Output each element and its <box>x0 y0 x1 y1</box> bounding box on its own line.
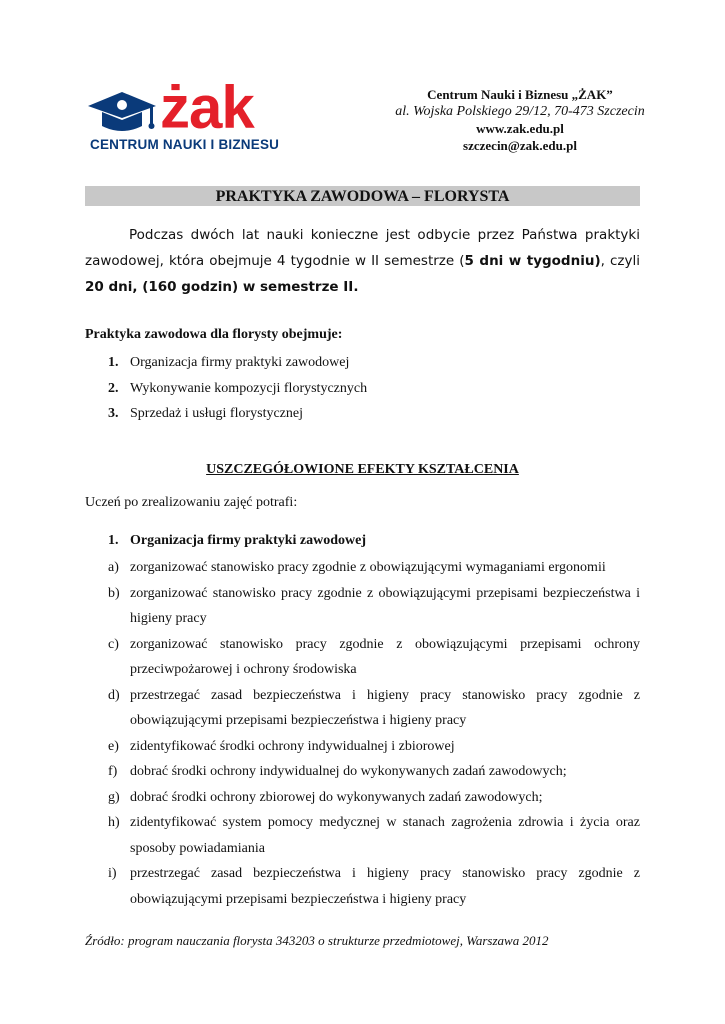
org-email[interactable]: szczecin@zak.edu.pl <box>463 138 577 153</box>
item-letter: i) <box>108 866 117 881</box>
item-text: zidentyfikować środki ochrony indywidualnej i zbiorowej <box>130 738 455 754</box>
org-address: al. Wojska Polskiego 29/12, 70-473 Szczecin <box>395 104 645 119</box>
item-text: zidentyfikować system pomocy medycznej w stanach zagrożenia zdrowia i życia oraz sposoby powiadamiania <box>130 815 640 856</box>
list-item <box>85 734 640 760</box>
org-name: Centrum Nauki i Biznesu „ŻAK” <box>427 87 613 102</box>
list-item <box>85 810 640 861</box>
list-item <box>85 401 640 427</box>
page-title: PRAKTYKA ZAWODOWA – FLORYSTA <box>215 188 510 205</box>
contact-block <box>385 86 655 154</box>
section-title: Organizacja firmy praktyki zawodowej <box>130 533 367 548</box>
logo-subtitle: CENTRUM NAUKI I BIZNESU <box>90 137 280 152</box>
source-note: Źródło: program nauczania florysta 343203 o strukturze przedmiotowej, Warszawa 2012 <box>85 933 549 948</box>
item-text: Wykonywanie kompozycji florystycznych <box>130 380 368 396</box>
item-text: Organizacja firmy praktyki zawodowej <box>130 355 350 370</box>
effects-title: USZCZEGÓŁOWIONE EFEKTY KSZTAŁCENIA <box>206 462 519 477</box>
list-item <box>85 581 640 632</box>
item-number: 1. <box>108 355 119 370</box>
item-letter: c) <box>108 636 119 652</box>
scope-list <box>85 350 640 427</box>
item-text: zorganizować stanowisko pracy zgodnie z obowiązującymi wymaganiami ergonomii <box>130 560 606 575</box>
item-letter: e) <box>108 738 119 754</box>
org-website[interactable]: www.zak.edu.pl <box>476 121 564 136</box>
item-letter: h) <box>108 815 120 830</box>
graduation-cap-icon <box>86 88 158 138</box>
list-item <box>85 785 640 811</box>
item-text: zorganizować stanowisko pracy zgodnie z obowiązującymi przepisami bezpieczeństwa i higieny pracy <box>130 585 640 626</box>
intro-paragraph <box>85 222 640 300</box>
intro-text-2: , czyli <box>600 253 640 269</box>
item-number: 2. <box>108 380 119 396</box>
section-number: 1. <box>108 533 119 548</box>
effects-list <box>85 555 640 912</box>
item-text: dobrać środki ochrony zbiorowej do wykonywanych zadań zawodowych; <box>130 789 543 805</box>
intro-text-1: Podczas dwóch lat nauki konieczne jest odbycie przez Państwa praktyki zawodowej, która obejmuje 4 tygodnie w II semestrze ( <box>85 227 640 269</box>
logo-wordmark: żak <box>160 74 254 141</box>
item-text: zorganizować stanowisko pracy zgodnie z obowiązującymi przepisami ochrony przeciwpożarowej i ochrony środowiska <box>130 636 640 677</box>
intro-bold-2: 20 dni, (160 godzin) w semestrze II. <box>85 279 359 295</box>
item-letter: d) <box>108 687 120 703</box>
list-item <box>85 759 640 785</box>
list-item <box>85 555 640 581</box>
intro-bold-1: 5 dni w tygodniu) <box>464 253 601 269</box>
item-text: przestrzegać zasad bezpieczeństwa i higieny pracy stanowisko pracy zgodnie z obowiązującymi przepisami bezpieczeństwa i higieny pracy <box>130 687 640 728</box>
list-item <box>85 861 640 912</box>
list-item <box>85 632 640 683</box>
scope-heading: Praktyka zawodowa dla florysty obejmuje: <box>85 327 343 342</box>
list-item <box>85 350 640 376</box>
item-letter: a) <box>108 560 119 575</box>
item-text: przestrzegać zasad bezpieczeństwa i higieny pracy stanowisko pracy zgodnie z obowiązującymi przepisami bezpieczeństwa i higieny pracy <box>130 866 640 907</box>
list-item <box>85 376 640 402</box>
item-number: 3. <box>108 406 119 421</box>
item-letter: g) <box>108 789 120 805</box>
item-letter: f) <box>108 764 118 779</box>
item-letter: b) <box>108 585 120 601</box>
item-text: Sprzedaż i usługi florystycznej <box>130 406 304 421</box>
item-text: dobrać środki ochrony indywidualnej do wykonywanych zadań zawodowych; <box>130 764 567 779</box>
list-item <box>85 683 640 734</box>
effects-lead: Uczeń po zrealizowaniu zajęć potrafi: <box>85 495 298 510</box>
